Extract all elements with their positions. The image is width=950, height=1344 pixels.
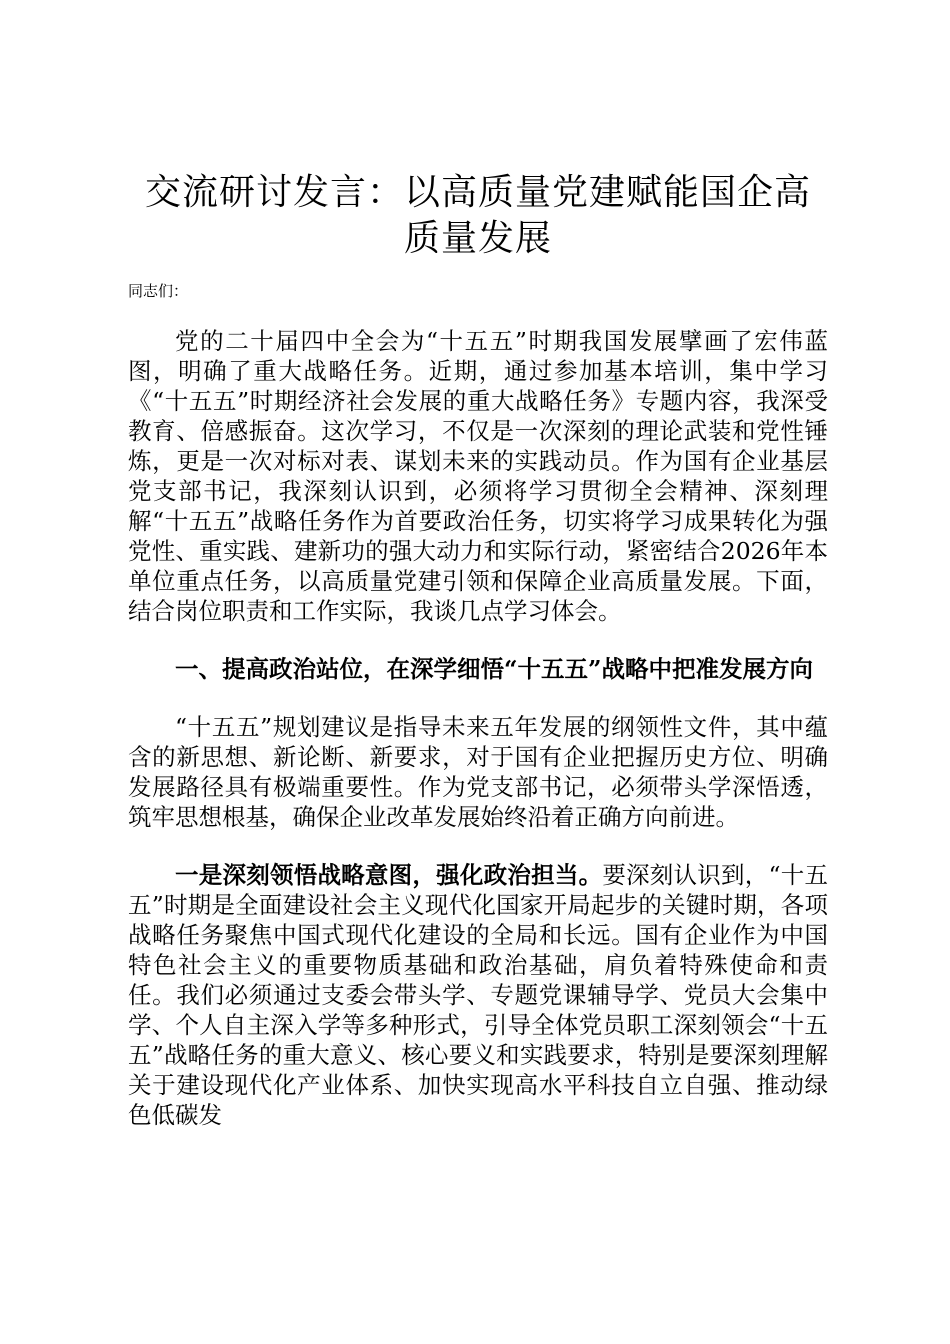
section-1-paragraph: “十五五”规划建议是指导未来五年发展的纲领性文件，其中蕴含的新思想、新论断、新要求，对于国有企业把握历史方位、明确发展路径具有极端重要性。作为党支部书记，必须带头学深悟透，筑牢思想根基，确保企业改革发展始终沿着正确方向前进。 xyxy=(128,713,828,831)
document-title: 交流研讨发言：以高质量党建赋能国企高质量发展 xyxy=(144,172,811,259)
intro-paragraph: 党的二十届四中全会为“十五五”时期我国发展擘画了宏伟蓝图，明确了重大战略任务。近期，通过参加基本培训，集中学习《“十五五”时期经济社会发展的重大战略任务》专题内容，我深受教育、倍感振奋。这次学习，不仅是一次深刻的理论武装和党性锤炼，更是一次对标对表、谋划未来的实践动员。作为国有企业基层党支部书记，我深刻认识到，必须将学习贯彻全会精神、深刻理解“十五五”战略任务作为首要政治任务，切实将学习成果转化为强党性、重实践、建新功的强大动力和实际行动，紧密结合2026年本单位重点任务，以高质量党建引领和保障企业高质量发展。下面，结合岗位职责和工作实际，我谈几点学习体会。 xyxy=(128,327,828,625)
point-body: 要深刻认识到，“十五五”时期是全面建设社会主义现代化国家开局起步的关键时期，各项战略任务聚焦中国式现代化建设的全局和长远。国有企业作为中国特色社会主义的重要物质基础和政治基础，肩负着特殊使命和责任。我们必须通过支委会带头学、专题党课辅导学、党员大会集中学、个人自主深入学等多种形式，引导全体党员职工深刻领会“十五五”战略任务的重大意义、核心要义和实践要求，特别是要深刻理解关于建设现代化产业体系、加快实现高水平科技自立自强、推动绿色低碳发 xyxy=(128,861,829,1129)
point-lead: 一是深刻领悟战略意图，强化政治担当。 xyxy=(175,861,603,889)
salutation: 同志们： xyxy=(128,282,189,300)
section-1-point-1 xyxy=(128,860,828,1130)
document-content xyxy=(128,170,828,1130)
section-heading-1: 一、提高政治站位，在深学细悟“十五五”战略中把准发展方向 xyxy=(175,655,814,683)
